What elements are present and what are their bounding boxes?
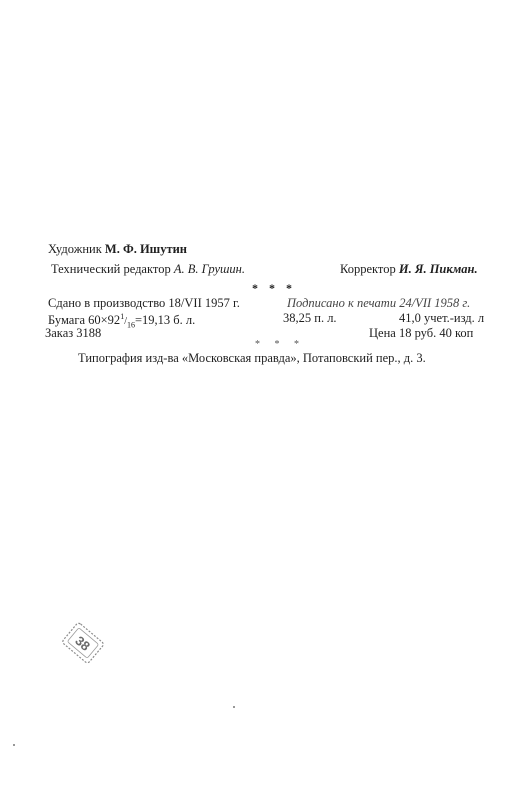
printing-house: Типография изд-ва «Московская правда», Потаповский пер., д. 3. [78,351,426,365]
dust-speck [233,706,235,708]
proofreader-name: И. Я. Пикман. [398,262,478,276]
separator-bottom: * * * [255,339,305,350]
stamp-number: 38 [72,632,94,654]
paper-fraction-den: 16 [126,320,135,330]
signed-to-print: Подписано к печати 24/VII 1958 г. [287,296,471,310]
library-stamp [53,613,112,672]
proofreader-label: Корректор [340,262,396,276]
paper-suffix: =19,13 б. л. [134,313,196,328]
separator-top: * * * [252,281,296,295]
stamp-shape [53,613,112,672]
dust-speck [13,744,15,746]
sent-to-production: Сдано в производство 18/VII 1957 г. [48,296,240,310]
price: Цена 18 руб. 40 коп [369,326,474,340]
paper-fraction-num: 1 [120,312,125,321]
artist-line [48,242,187,256]
artist-name: М. Ф. Ишутин [104,242,188,256]
tech-editor-name: А. В. Грушин. [173,262,246,276]
print-sheets: 38,25 п. л. [283,311,337,325]
paper-line: Бумага $60\times 92^1/_{16}=19,13$ б. л. [48,312,196,330]
artist-label: Художник [48,242,102,256]
tech-editor-label: Технический редактор [51,262,171,276]
proofreader-line [340,262,478,276]
account-sheets: 41,0 учет.-изд. л [399,311,485,325]
paper-prefix: Бумага 60×92 [48,313,121,328]
tech-editor-line [51,262,245,276]
order-number: Заказ 3188 [45,326,102,340]
